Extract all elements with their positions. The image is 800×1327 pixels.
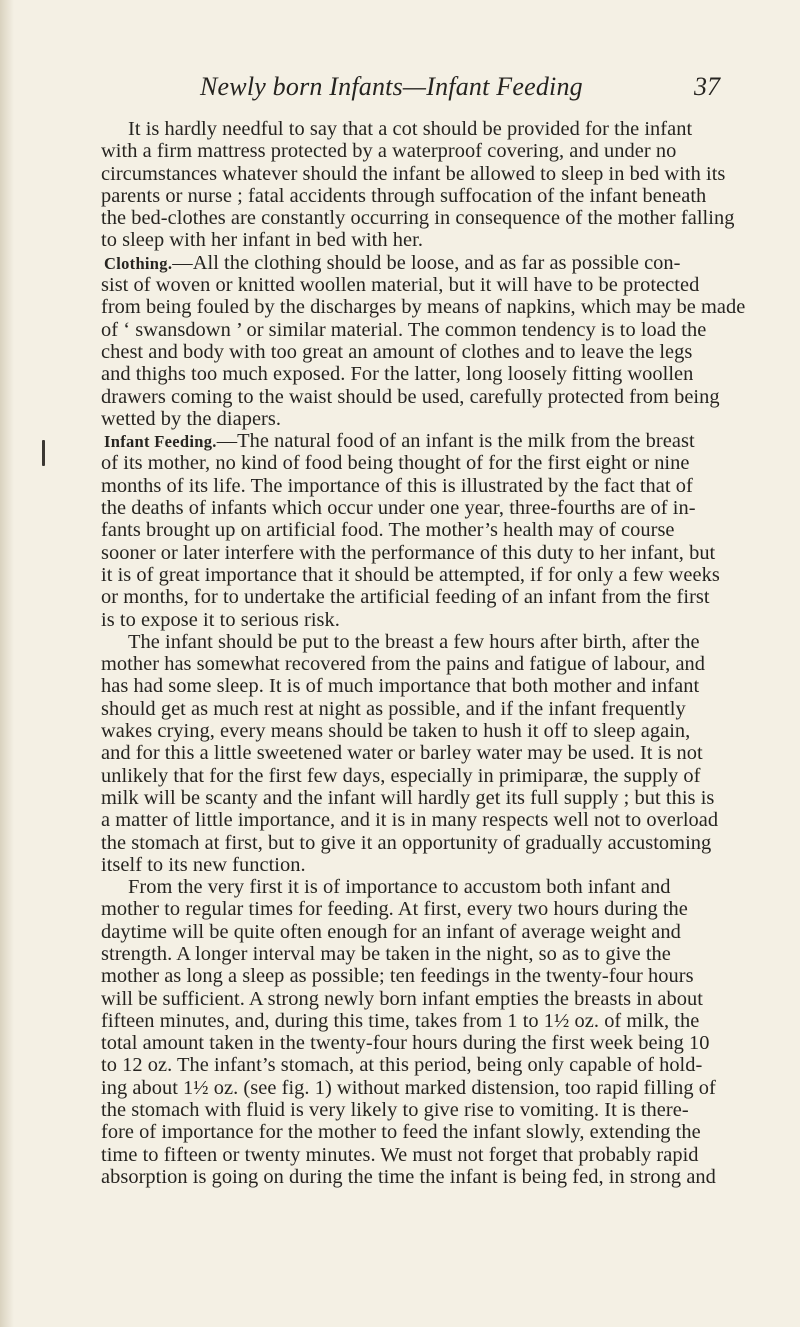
text-line: and for this a little sweetened water or barley water may be used. It is not bbox=[101, 742, 703, 765]
text-line: total amount taken in the twenty-four hours during the first week being 10 bbox=[101, 1032, 710, 1055]
infant-feeding-heading: Infant Feeding. bbox=[104, 432, 217, 452]
text-line: is to expose it to serious risk. bbox=[101, 608, 340, 631]
text-line: mother has somewhat recovered from the pains and fatigue of labour, and bbox=[101, 653, 706, 676]
text-line: It is hardly needful to say that a cot should be provided for the infant bbox=[128, 118, 693, 140]
text-line: drawers coming to the waist should be used, carefully protected from being bbox=[101, 385, 720, 408]
text-line: wakes crying, every means should be taken to hush it off to sleep again, bbox=[101, 720, 691, 743]
running-head: Newly born Infants—Infant Feeding bbox=[200, 72, 583, 101]
page-number: 37 bbox=[694, 72, 720, 101]
text-line: should get as much rest at night as possible, and if the infant frequently bbox=[101, 697, 686, 720]
text-line: a matter of little importance, and it is in many respects well not to overload bbox=[101, 809, 719, 832]
body-text bbox=[0, 118, 800, 1188]
text-line: milk will be scanty and the infant will hardly get its full supply ; but this is bbox=[101, 786, 715, 809]
text-line: fore of importance for the mother to feed the infant slowly, extending the bbox=[101, 1121, 701, 1144]
text-line: of ‘ swansdown ’ or similar material. The common tendency is to load the bbox=[101, 318, 707, 341]
text-line: ing about 1½ oz. (see fig. 1) without marked distension, too rapid filling of bbox=[101, 1076, 716, 1099]
text-line: time to fifteen or twenty minutes. We must not forget that probably rapid bbox=[101, 1143, 699, 1166]
text-line: will be sufficient. A strong newly born infant empties the breasts in about bbox=[101, 987, 703, 1010]
text-line: has had some sleep. It is of much importance that both mother and infant bbox=[101, 675, 700, 698]
text-line: fants brought up on artificial food. The mother’s health may of course bbox=[101, 519, 675, 542]
text-line: and thighs too much exposed. For the latter, long loosely fitting woollen bbox=[101, 363, 694, 386]
text-line: itself to its new function. bbox=[101, 853, 306, 876]
text-line: from being fouled by the discharges by means of napkins, which may be made bbox=[101, 296, 746, 319]
text-line: parents or nurse ; fatal accidents through suffocation of the infant beneath bbox=[101, 184, 707, 207]
text-line: fifteen minutes, and, during this time, takes from 1 to 1½ oz. of milk, the bbox=[101, 1009, 700, 1032]
text-line: The infant should be put to the breast a few hours after birth, after the bbox=[128, 630, 700, 653]
text-line: the deaths of infants which occur under one year, three-fourths are of in- bbox=[101, 497, 696, 520]
text-line: absorption is going on during the time the infant is being fed, in strong and bbox=[101, 1165, 716, 1188]
text-line: to sleep with her infant in bed with her. bbox=[101, 229, 423, 252]
text-line: mother to regular times for feeding. At first, every two hours during the bbox=[101, 898, 688, 921]
text-line: chest and body with too great an amount of clothes and to leave the legs bbox=[101, 340, 693, 363]
clothing-heading: Clothing. bbox=[104, 253, 173, 273]
page-header bbox=[200, 72, 720, 112]
text-line: the stomach at first, but to give it an opportunity of gradually accustoming bbox=[101, 831, 712, 854]
text-line: to 12 oz. The infant’s stomach, at this period, being only capable of hold- bbox=[101, 1054, 703, 1077]
clothing-paragraph-start: Clothing.—All the clothing should be loose, and as far as possible con- bbox=[104, 251, 681, 274]
text-line: unlikely that for the first few days, especially in primiparæ, the supply of bbox=[101, 764, 701, 787]
infant-feeding-paragraph-start: Infant Feeding.—The natural food of an infant is the milk from the breast bbox=[104, 430, 695, 453]
text-line: or months, for to undertake the artificial feeding of an infant from the first bbox=[101, 586, 710, 609]
text-line: the bed-clothes are constantly occurring in consequence of the mother falling bbox=[101, 207, 735, 230]
text-line: circumstances whatever should the infant be allowed to sleep in bed with its bbox=[101, 162, 726, 185]
text-line: the stomach with fluid is very likely to give rise to vomiting. It is there- bbox=[101, 1099, 689, 1122]
text-line: it is of great importance that it should be attempted, if for only a few weeks bbox=[101, 563, 720, 586]
text-line: From the very first it is of importance to accustom both infant and bbox=[128, 876, 671, 899]
text-line: sooner or later interfere with the performance of this duty to her infant, but bbox=[101, 541, 716, 564]
text-line: months of its life. The importance of this is illustrated by the fact that of bbox=[101, 474, 693, 497]
text-line: mother as long a sleep as possible; ten feedings in the twenty-four hours bbox=[101, 965, 694, 988]
text-line: wetted by the diapers. bbox=[101, 407, 282, 430]
text-line: of its mother, no kind of food being thought of for the first eight or nine bbox=[101, 452, 690, 475]
text-line: with a firm mattress protected by a waterproof covering, and under no bbox=[101, 140, 677, 163]
text-line: daytime will be quite often enough for an infant of average weight and bbox=[101, 920, 681, 943]
text-line: strength. A longer interval may be taken in the night, so as to give the bbox=[101, 942, 671, 965]
text-line: sist of woven or knitted woollen material, but it will have to be protected bbox=[101, 274, 700, 297]
